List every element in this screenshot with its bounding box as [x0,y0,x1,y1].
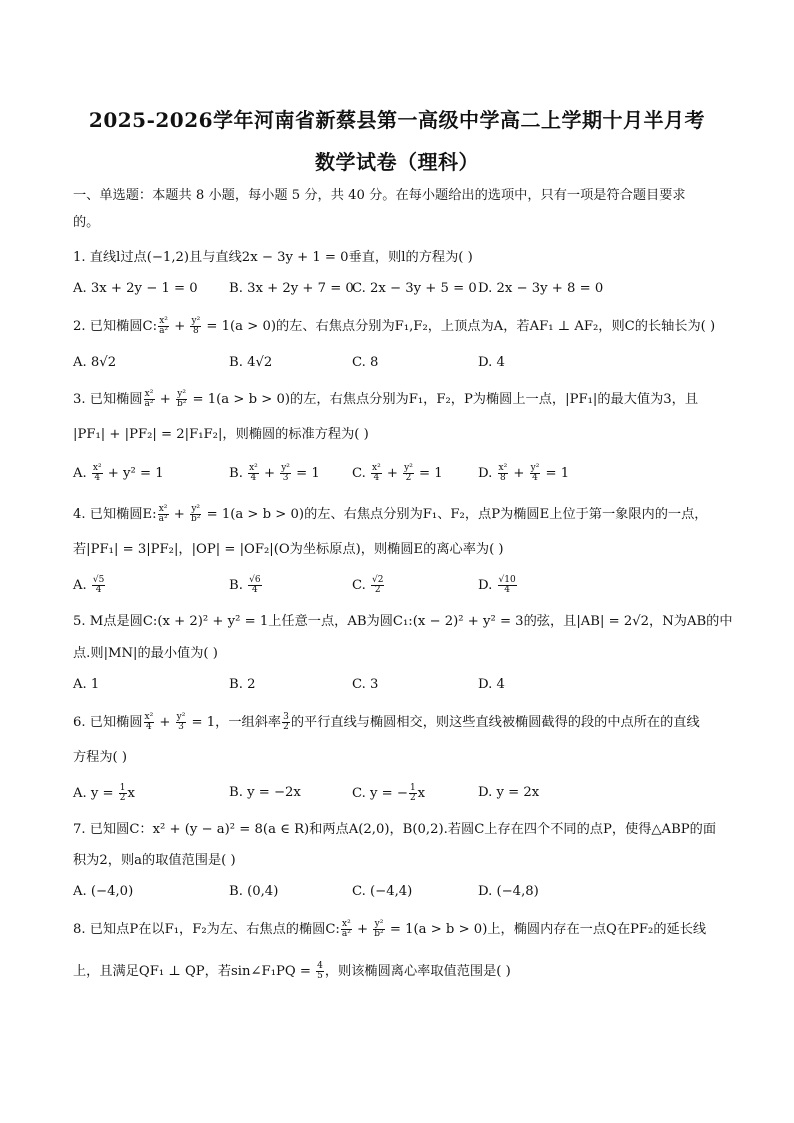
option-tail: x [417,786,426,801]
question-5-option-b: B. 2 [229,677,256,692]
question-2-stem: 2. 已知椭圆C: $\frac{\text{x²}}{\text{a²}}$ + $\frac{\text{y²}}{8}$ = 1(a > 0)的左、右焦点分别为F₁,F₂，上顶点为A，若AF₁ ⊥ AF₂，则C的长轴长为( ) [73,316,716,336]
question-3-option-b: B. $\frac{\text{x²}}{4}$ + $\frac{\text{y²}}{3}$ = 1 [229,463,320,483]
option-label: C. [352,466,371,481]
option-tail: = 1 [291,466,320,481]
section-instructions-line2: 的。 [73,215,100,230]
fraction-denominator: 8 [499,473,506,483]
fraction [530,464,541,483]
fraction-numerator: x² [158,504,168,514]
fraction [282,713,290,732]
question-4-stem-line2: 若|PF₁| = 3|PF₂|，|OP| = |OF₂|(O为坐标原点)，则椭圆E的离心率为( ) [73,542,504,557]
fraction [248,576,261,595]
fraction-denominator: a² [341,929,351,939]
fraction-denominator: 4 [532,473,538,483]
fraction [176,713,187,732]
question-1-option-a: A. 3x + 2y − 1 = 0 [73,281,198,296]
fraction-numerator: x² [144,712,154,722]
question-2-stem-start: 2. 已知椭圆C: [73,319,158,334]
fraction-numerator: x² [372,463,381,473]
question-1-option-b: B. 3x + 2y + 7 = 0 [229,281,354,296]
option-tail: + y² = 1 [103,466,164,481]
fraction [371,464,382,483]
question-6-stem-line1: 6. 已知椭圆 $\frac{\text{x²}}{4}$ + $\frac{\text{y²}}{3}$ = 1，一组斜率 $\frac{3}{2}$ 的平行直线与椭圆相交，则这些直线被椭圆截得的段的中点所在的直线 [73,712,700,732]
option-label: A. [73,466,91,481]
fraction [498,464,509,483]
fraction-numerator: √10 [498,575,516,585]
fraction-numerator: 1 [409,783,416,793]
question-3-stem-line1: 3. 已知椭圆 $\frac{\text{x²}}{\text{a²}}$ + $\frac{\text{y²}}{\text{b²}}$ = 1(a > b > 0)的左，右焦点分别为F₁，F₂，P为椭圆上一点，|PF₁|的最大值为3，且 [73,389,699,409]
fraction-denominator: 4 [95,585,102,595]
question-6-stem-line2: 方程为( ) [73,750,128,765]
fraction-denominator: 4 [250,473,257,483]
fraction-numerator: x² [249,463,258,473]
fraction-denominator: 8 [192,326,199,336]
question-7-option-d: D. (−4,8) [478,884,539,899]
option-label: A. [73,578,91,593]
fraction-numerator: y² [374,919,384,929]
fraction-numerator: 1 [119,783,126,793]
question-8-stem-line1: 8. 已知点P在以F₁，F₂为左、右焦点的椭圆C: $\frac{\text{x²}}{\text{a²}}$ + $\frac{\text{y²}}{\text{b²}}$ = 1(a > b > 0)上，椭圆内存在一点Q在PF₂的延长线 [73,919,707,939]
question-3-option-a [73,464,164,483]
option-label: C. [352,578,371,593]
question-6-option-b: B. y = −2x [229,785,301,800]
fraction [280,464,291,483]
question-6-option-d: D. y = 2x [478,785,540,800]
question-8-stem-start: 8. 已知点P在以F₁，F₂为左、右焦点的椭圆C: [73,922,340,937]
fraction-denominator: 3 [282,473,289,483]
option-tail: = 1 [414,466,443,481]
question-8-stem-start2: 上，且满足QF₁ ⊥ QP，若sin∠F₁PQ = [73,964,316,979]
fraction-denominator: 2 [119,793,126,803]
section-instructions-line1: 一、单选题：本题共 8 小题，每小题 5 分，共 40 分。在每小题给出的选项中，只有一项是符合题目要求 [73,188,686,203]
question-7-option-b: B. (0,4) [229,884,279,899]
fraction [158,505,169,524]
question-8-stem-middle: = 1(a > b > 0)上，椭圆内存在一点Q在PF₂的延长线 [385,922,707,937]
question-5-option-d: D. 4 [478,677,505,692]
question-2-stem-end: = 1(a > 0)的左、右焦点分别为F₁,F₂，上顶点为A，若AF₁ ⊥ AF₂，则C的长轴长为( ) [202,319,716,334]
fraction-numerator: y² [281,463,290,473]
fraction-denominator: 2 [405,473,412,483]
question-8-stem-end: ，则该椭圆离心率取值范围是( ) [324,964,511,979]
question-2-option-d: D. 4 [478,355,505,370]
fraction-numerator: x² [92,463,102,473]
fraction-denominator: b² [176,399,187,409]
question-1-stem: 1. 直线l过点(−1,2)且与直线2x − 3y + 1 = 0垂直，则l的方程为( ) [73,250,473,265]
fraction-denominator: b² [191,514,201,524]
fraction-numerator: x² [144,389,154,399]
exam-title-line2: 数学试卷（理科） [315,150,479,174]
question-1-option-c: C. 2x − 3y + 5 = 0 [352,281,477,296]
fraction [190,317,201,336]
question-4-option-c [352,576,385,595]
fraction-denominator: 2 [283,722,289,732]
fraction-denominator: a² [159,326,169,336]
fraction-numerator: y² [191,504,201,514]
question-2-option-a: A. 8√2 [73,355,117,370]
fraction-numerator: 3 [283,712,289,722]
question-7-stem-line2: 积为2，则a的取值范围是( ) [73,853,236,868]
option-label: B. [229,578,248,593]
fraction [144,390,155,409]
fraction [190,505,201,524]
fraction [498,576,517,595]
fraction-numerator: √2 [372,575,384,585]
fraction-denominator: 2 [374,585,381,595]
question-4-stem-start: 4. 已知椭圆E: [73,507,157,522]
question-7-stem-line1: 7. 已知圆C：x² + (y − a)² = 8(a ∈ R)和两点A(2,0)，B(0,2).若圆C上存在四个不同的点P，使得△ABP的面 [73,822,717,837]
fraction [316,962,324,981]
fraction-numerator: x² [498,463,508,473]
fraction [158,317,169,336]
question-6-stem-middle: = 1，一组斜率 [187,715,282,730]
fraction-numerator: √6 [249,575,261,585]
question-6-option-a [73,784,135,803]
option-tail: = 1 [541,466,570,481]
question-3-stem-middle: = 1(a > b > 0)的左，右焦点分别为F₁，F₂，P为椭圆上一点，|PF₁|的最大值为3，且 [188,392,699,407]
fraction-numerator: 4 [317,961,323,971]
fraction-denominator: 4 [94,473,101,483]
question-5-option-c: C. 3 [352,677,379,692]
fraction [92,576,105,595]
fraction [176,390,187,409]
fraction-denominator: 2 [409,793,416,803]
question-3-stem-start: 3. 已知椭圆 [73,392,143,407]
question-3-stem-line2: |PF₁| + |PF₂| = 2|F₁F₂|，则椭圆的标准方程为( ) [73,427,369,442]
fraction-numerator: x² [342,919,351,929]
question-7-option-a: A. (−4,0) [73,884,134,899]
fraction-numerator: y² [404,463,413,473]
question-4-option-d [478,576,518,595]
question-6-stem-end: 的平行直线与椭圆相交，则这些直线被椭圆截得的段的中点所在的直线 [290,715,700,730]
fraction-denominator: 3 [178,722,184,732]
question-4-stem-middle: = 1(a > b > 0)的左、右焦点分别为F₁、F₂，点P为椭圆E上位于第一象限内的一点， [202,507,708,522]
question-5-stem-line2: 点.则|MN|的最小值为( ) [73,646,218,661]
fraction [371,576,384,595]
question-4-stem-line1: 4. 已知椭圆E: $\frac{\text{x²}}{\text{a²}}$ + $\frac{\text{y²}}{\text{b²}}$ = 1(a > b > 0)的左、右焦点分别为F₁、F₂，点P为椭圆E上位于第一象限内的一点， [73,504,708,524]
fraction-numerator: y² [177,389,186,399]
question-4-option-a [73,576,106,595]
fraction-denominator: 5 [317,971,323,981]
fraction-numerator: y² [530,463,540,473]
fraction [409,784,417,803]
question-6-stem-start: 6. 已知椭圆 [73,715,143,730]
fraction-denominator: 4 [373,473,380,483]
option-label: B. [229,466,248,481]
fraction [403,464,414,483]
fraction-numerator: √5 [92,575,105,585]
question-7-option-c: C. (−4,4) [352,884,413,899]
option-label: D. [478,578,497,593]
question-5-stem-line1: 5. M点是圆C:(x + 2)² + y² = 1上任意一点，AB为圆C₁:(x − 2)² + y² = 3的弦，且|AB| = 2√2，N为AB的中 [73,614,733,629]
exam-title-line1: 2025-2026学年河南省新蔡县第一高级中学高二上学期十月半月考 [88,108,706,132]
fraction [119,784,127,803]
fraction-denominator: 4 [251,585,258,595]
question-3-option-d: D. $\frac{\text{x²}}{8}$ + $\frac{\text{y²}}{4}$ = 1 [478,463,570,483]
fraction [341,920,352,939]
fraction-denominator: 4 [504,585,510,595]
option-tail: x [127,786,135,801]
fraction-numerator: x² [159,316,168,326]
fraction-numerator: y² [176,712,186,722]
fraction-denominator: 4 [146,722,152,732]
question-3-option-c: C. $\frac{\text{x²}}{4}$ + $\frac{\text{y²}}{2}$ = 1 [352,463,443,483]
question-8-stem-line2 [73,962,511,981]
fraction-denominator: b² [374,929,384,939]
option-label: A. y = [73,786,118,801]
fraction [248,464,259,483]
fraction-denominator: a² [144,399,154,409]
question-6-option-c [352,784,425,803]
question-2-option-c: C. 8 [352,355,379,370]
question-5-option-a: A. 1 [73,677,100,692]
option-label: D. [478,466,497,481]
question-2-option-b: B. 4√2 [229,355,273,370]
question-4-option-b [229,576,263,595]
fraction-numerator: y² [191,316,201,326]
fraction [373,920,384,939]
question-1-option-d: D. 2x − 3y + 8 = 0 [478,281,604,296]
option-label: C. y = − [352,786,408,801]
fraction [144,713,155,732]
fraction-denominator: a² [158,514,168,524]
fraction [92,464,103,483]
